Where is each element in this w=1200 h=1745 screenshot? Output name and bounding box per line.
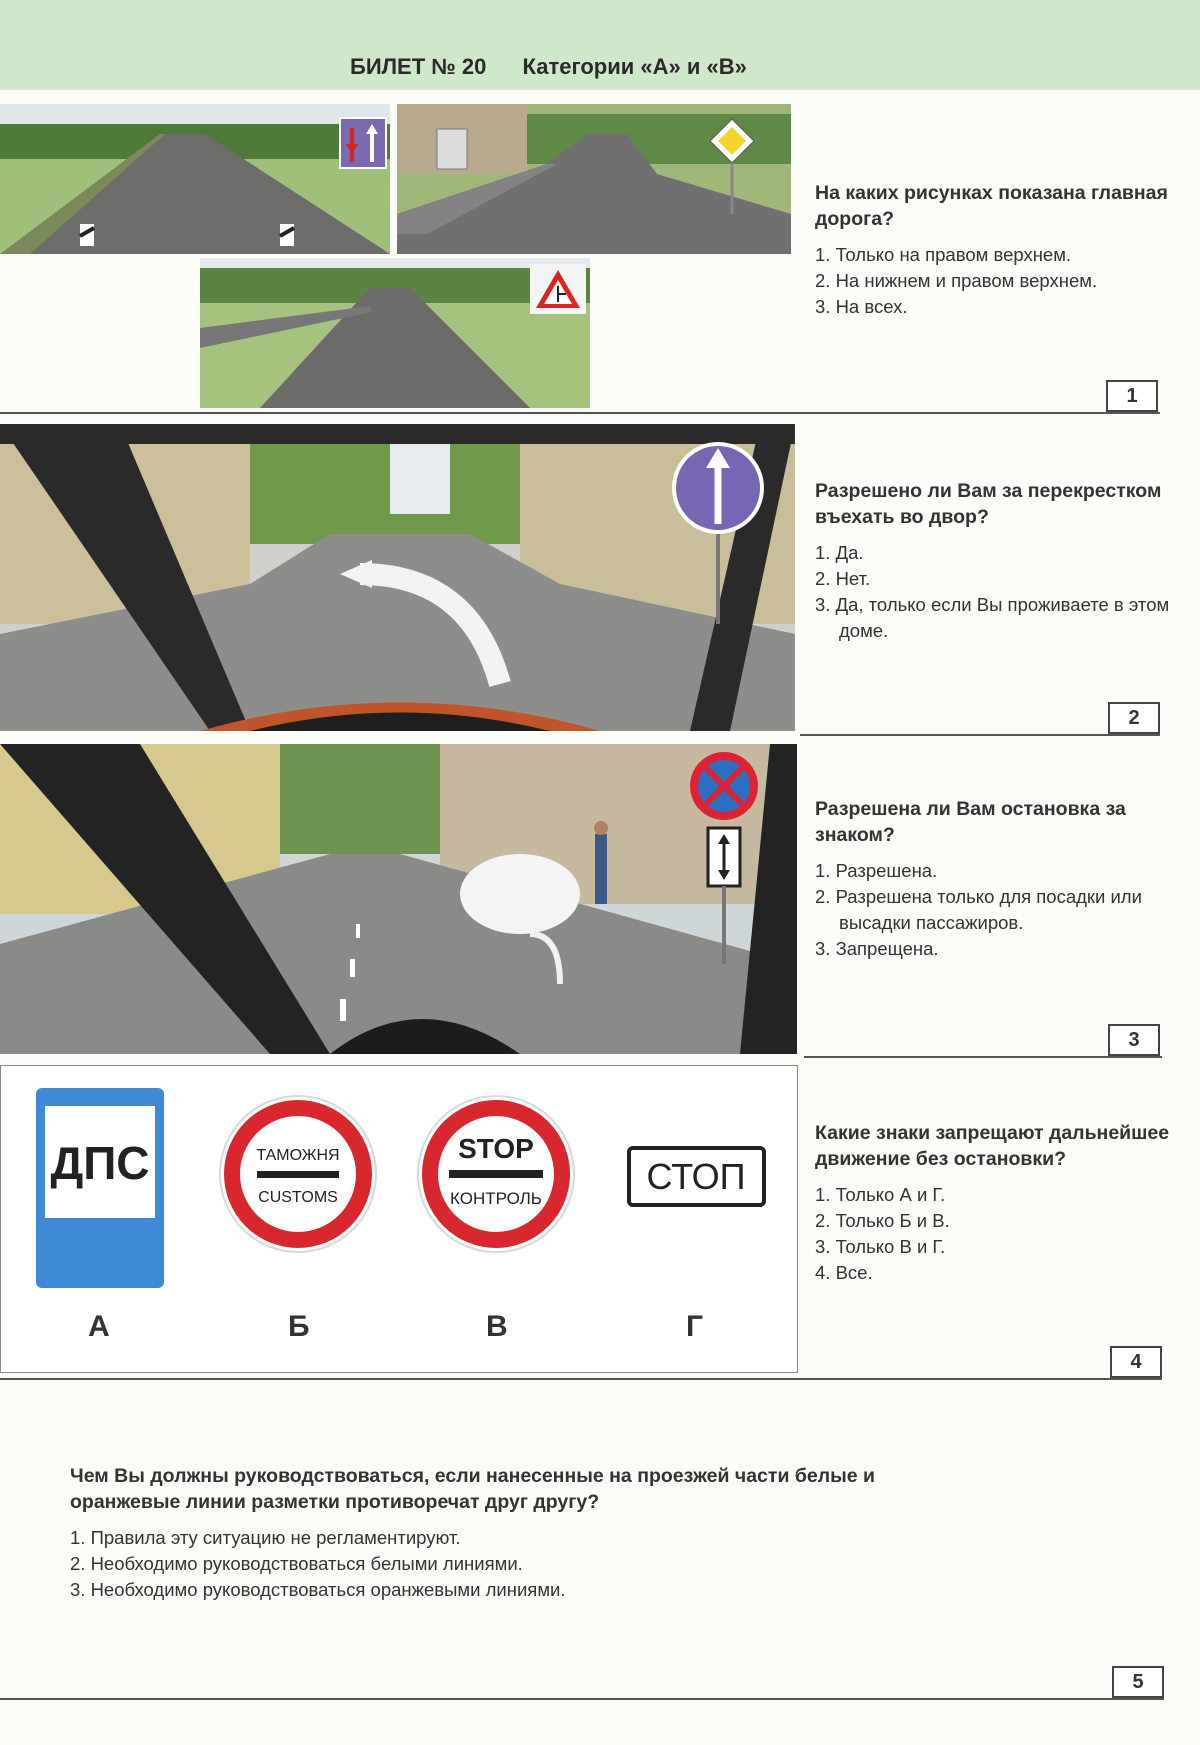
q2-picture [0,424,795,731]
divider-1 [0,412,1160,414]
question-2-text: Разрешено ли Вам за перекрестком въехать во двор? [815,480,1162,528]
question-2-answer-1[interactable]: 1. Да. [815,542,864,563]
sign-b-bottom-text: CUSTOMS [258,1189,338,1206]
sign-c-bottom-text: КОНТРОЛЬ [450,1189,542,1208]
sign-d-stop-sign [629,1148,764,1205]
question-3-answers [815,858,1175,962]
question-1-answer-2[interactable]: 2. На нижнем и правом верхнем. [815,270,1098,291]
question-5-answer-2[interactable]: 2. Необходимо руководствоваться белыми линиями. [70,1553,523,1574]
sign-b-top-text: ТАМОЖНЯ [256,1147,340,1164]
divider-2 [800,734,1160,736]
sign-letter-d: Г [686,1310,704,1343]
ticket-title [350,54,777,80]
question-4 [815,1120,1175,1286]
question-2-answer-2[interactable]: 2. Нет. [815,568,871,589]
page-header [0,0,1200,90]
question-3-answer-3[interactable]: 3. Запрещена. [815,938,939,959]
ticket-categories: Категории «А» и «В» [522,54,747,79]
question-3-answer-2[interactable]: 2. Разрешена только для посадки или высадки пассажиров. [815,886,1142,933]
sign-a-text: ДПС [50,1137,150,1189]
sign-c-stop-control [418,1096,574,1252]
question-5 [70,1463,950,1603]
question-1-text: На каких рисунках показана главная дорога? [815,182,1168,230]
question-3-answer-1[interactable]: 1. Разрешена. [815,860,938,881]
question-2-answer-3[interactable]: 3. Да, только если Вы проживаете в этом доме. [815,594,1170,641]
sign-c-top-text: STOP [458,1133,534,1164]
question-1-answers [815,242,1175,320]
question-4-answers [815,1182,1175,1286]
ticket-number: БИЛЕТ № 20 [350,54,487,79]
question-1 [815,180,1175,320]
question-3 [815,796,1175,962]
q1-picture-bottom [200,258,590,408]
question-3-number: 3 [1108,1024,1160,1056]
sign-letter-c: В [486,1310,508,1343]
question-5-text: Чем Вы должны руководствоваться, если нанесенные на проезжей части белые и оранжевые линии разметки противоречат друг другу? [70,1465,876,1513]
question-1-answer-1[interactable]: 1. Только на правом верхнем. [815,244,1072,265]
question-4-answer-4[interactable]: 4. Все. [815,1262,873,1283]
question-1-number: 1 [1106,380,1158,412]
sign-letter-a: А [88,1310,110,1343]
question-1-answer-3[interactable]: 3. На всех. [815,296,908,317]
q1-picture-right [397,104,791,254]
divider-5 [0,1698,1164,1700]
sign-a-dps [36,1088,164,1288]
divider-4 [0,1378,1162,1380]
divider-3 [804,1056,1162,1058]
question-3-text: Разрешена ли Вам остановка за знаком? [815,798,1126,846]
sign-letter-b: Б [288,1310,310,1343]
sign-b-customs [220,1096,376,1252]
sign-d-text: СТОП [646,1156,746,1197]
question-4-answer-3[interactable]: 3. Только В и Г. [815,1236,946,1257]
question-2-answers [815,540,1175,644]
q4-signs-panel [0,1065,798,1373]
question-5-answers [70,1525,950,1603]
question-2 [815,478,1175,644]
question-4-text: Какие знаки запрещают дальнейшее движение без остановки? [815,1122,1170,1170]
question-4-answer-2[interactable]: 2. Только Б и В. [815,1210,950,1231]
question-4-answer-1[interactable]: 1. Только А и Г. [815,1184,946,1205]
question-5-answer-3[interactable]: 3. Необходимо руководствоваться оранжевыми линиями. [70,1579,566,1600]
question-5-answer-1[interactable]: 1. Правила эту ситуацию не регламентируют. [70,1527,461,1548]
question-4-number: 4 [1110,1346,1162,1378]
q1-picture-left [0,104,390,254]
question-5-number: 5 [1112,1666,1164,1698]
q3-picture [0,744,797,1054]
question-2-number: 2 [1108,702,1160,734]
